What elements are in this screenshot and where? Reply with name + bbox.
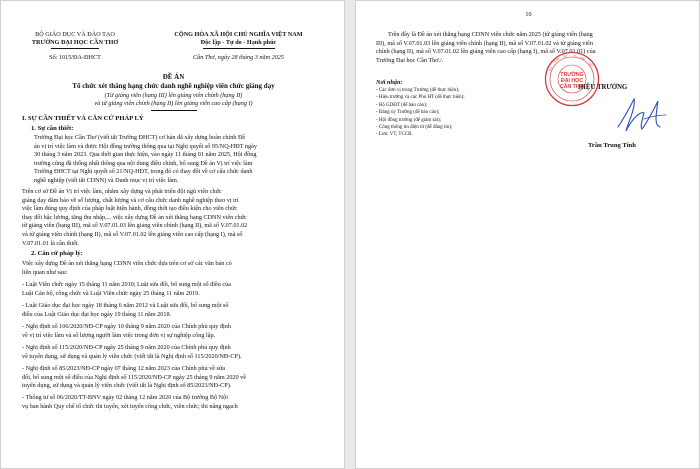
subsection-1-heading: 1. Sự cần thiết: bbox=[31, 125, 74, 132]
document-title: Tổ chức xét thăng hạng chức danh nghề nghiệp viên chức giảng dạy bbox=[72, 82, 275, 90]
signer-name: Trần Trung Tính bbox=[588, 142, 636, 149]
paragraph-9: - Thông tư số 06/2020/TT-BNV ngày 02 tháng 12 năm 2020 của Bộ trưởng Bộ Nội vụ ban hành Quy chế tổ chức thi tuyển, xét tuyển công chức, viên chức; thi nâng ngạch bbox=[22, 394, 238, 410]
svg-text:ĐÀO: ĐÀO bbox=[579, 56, 586, 62]
recipient-item: - Các đơn vị trong Trường (để thực hiện); bbox=[376, 88, 460, 93]
subsection-2-heading: 2. Căn cứ pháp lý: bbox=[31, 250, 83, 257]
header-underline-left bbox=[51, 48, 99, 49]
document-type: ĐỀ ÁN bbox=[162, 73, 185, 81]
recipient-item: - Hội đồng trường (để giám sát); bbox=[376, 117, 442, 123]
page-number: 10 bbox=[525, 11, 532, 18]
place-date: Cần Thơ, ngày 28 tháng 3 năm 2025 bbox=[193, 54, 284, 61]
document-subtitle-1: (Từ giảng viên (hạng III) lên giảng viên chính (hạng II) bbox=[104, 92, 243, 99]
recipients-heading: Nơi nhận: bbox=[376, 79, 403, 86]
stamp-text-line-3: CẦN THƠ bbox=[559, 84, 585, 90]
paragraph-2: Trên cơ sở Đề án Vị trí việc làm, nhằm xây dựng và phát triển đội ngũ viên chức giảng dạy đảm bảo về số lượng, chất lượng và cơ cấu chức danh nghề nghiệp theo vị trí việc làm đúng quy định của pháp luật hiện hành, đồng thời tạo điều kiện cho viên chức thay đổi bậc lương, tăng thu nhập,... việc xây dựng Đề án xét thăng hạng CDNN viên chức từ giảng viên (hạng III), mã số V.07.01.03 lên giảng viên chính (hạng II), mã số V.07.01.02 và từ giảng viên chính (hạng II), mã số V.07.01.02 lên giảng viên cao cấp (hạng I), mã số V.07.01.01 là cần thiết. bbox=[22, 188, 248, 247]
paragraph-8: - Nghị định số 85/2023/NĐ-CP ngày 07 tháng 12 năm 2023 của Chính phủ về sửa đổi, bổ sung một số điều của Nghị định số 115/2020/NĐ-CP ngày 25 tháng 9 năm 2020 về tuyển dụng, sử dụng và quản lý viên chức (viết tắt là Nghị định số 85/2023/NĐ-CP). bbox=[22, 365, 246, 390]
section-1-heading: I. SỰ CẦN THIẾT VÀ CĂN CỨ PHÁP LÝ bbox=[22, 115, 144, 122]
recipient-item: - Công thông tin điện tử (để đăng tin); bbox=[376, 125, 453, 131]
document-subtitle-2: và từ giảng viên chính (hạng II) lên giảng viên cao cấp (hạng I) bbox=[94, 100, 253, 107]
svg-text:GIÁO: GIÁO bbox=[552, 57, 560, 64]
national-motto: Độc lập - Tự do - Hạnh phúc bbox=[200, 39, 277, 46]
svg-text:TẠO: TẠO bbox=[587, 61, 594, 68]
svg-text:VÀ: VÀ bbox=[572, 54, 577, 58]
recipient-item: - Hiệu trưởng và các Phó HT (để thực hiện); bbox=[376, 95, 465, 101]
stamp-text-line-1: TRƯỜNG bbox=[560, 72, 584, 78]
signature-graphic bbox=[614, 93, 670, 139]
recipient-item: - Bộ GDĐT (để báo cáo); bbox=[376, 102, 428, 108]
official-stamp bbox=[544, 51, 600, 107]
ministry-name: BỘ GIÁO DỤC VÀ ĐÀO TẠO bbox=[35, 31, 115, 38]
closing-paragraph: Trên đây là Đề án xét thăng hạng CDNN viên chức năm 2025 (từ giảng viên (hạng III), mã số V.07.01.03 lên giảng viên chính (hạng II), mã số V.07.01.02 và từ giảng viên chính (hạng II), mã số V.07.01.02 lên giảng viên cao cấp (hạng I), mã số V.07.01.01) của Trường Đại học Cần Thơ./. bbox=[376, 31, 596, 64]
signer-title: HIỆU TRƯỞNG bbox=[578, 84, 628, 91]
republic-name: CỘNG HÒA XÃ HỘI CHỦ NGHĨA VIỆT NAM bbox=[174, 31, 303, 38]
paragraph-1: Trường Đại học Cần Thơ (viết tắt Trường ĐHCT) cơ bản đã xây dựng hoàn chỉnh Đề án vị trí việc làm và được Hội đồng trường thông qua tại Nghị quyết số 95/NQ-HĐT ngày 30 tháng 3 năm 2023. Qua thời gian thực hiện, vào ngày 11 tháng 01 năm 2025, Hội đồng trường cũng đã thống nhất thông qua nội dung điều chỉnh, bổ sung Đề án Vị trí việc làm Trường ĐHCT tại Nghị quyết số 21/NQ-HĐT, trong đó có thay đổi về cơ cấu chức danh nghề nghiệp (viết tắt CDNN) và Danh mục vị trí việc làm. bbox=[34, 134, 257, 184]
recipient-item: - Đảng ủy Trường (để báo cáo); bbox=[376, 110, 440, 116]
header-underline-right bbox=[203, 48, 275, 49]
paragraph-5: - Luật Giáo dục đại học ngày 18 tháng 6 năm 2012 và Luật sửa đổi, bổ sung một số điều của Luật Giáo dục đại học ngày 19 tháng 11 năm 2018. bbox=[22, 302, 229, 318]
document-page-right bbox=[355, 0, 700, 469]
recipient-item: - Lưu: VT, TCCB. bbox=[376, 132, 413, 138]
university-name: TRƯỜNG ĐẠI HỌC CẦN THƠ bbox=[31, 39, 119, 46]
svg-text:DỤC: DỤC bbox=[562, 54, 569, 59]
recipients-list bbox=[376, 87, 465, 139]
paragraph-3: Việc xây dựng Đề án xét thăng hạng CDNN viên chức dựa trên cơ sở các văn bản có liên quan như sau: bbox=[22, 260, 232, 276]
paragraph-4: - Luật Viên chức ngày 15 tháng 11 năm 2010; Luật sửa đổi, bổ sung một số điều của Luật Cán bộ, công chức và Luật Viên chức ngày 25 tháng 11 năm 2019. bbox=[22, 281, 231, 297]
stamp-text-line-2: ĐẠI HỌC bbox=[561, 78, 583, 84]
paragraph-7: - Nghị định số 115/2020/NĐ-CP ngày 25 tháng 9 năm 2020 của Chính phủ quy định về tuyển dụng, sử dụng và quản lý viên chức (viết tắt là Nghị định số 115/2020/NĐ-CP). bbox=[22, 344, 242, 360]
paragraph-6: - Nghị định số 106/2020/NĐ-CP ngày 10 tháng 9 năm 2020 của Chính phủ quy định về vị trí việc làm và số lượng người làm việc trong đơn vị sự nghiệp công lập. bbox=[22, 323, 231, 339]
svg-text:BỘ: BỘ bbox=[548, 66, 553, 72]
title-underline bbox=[151, 110, 197, 111]
document-page-left bbox=[0, 0, 345, 469]
document-number: Số: 1015/ĐA-ĐHCT bbox=[49, 54, 101, 61]
